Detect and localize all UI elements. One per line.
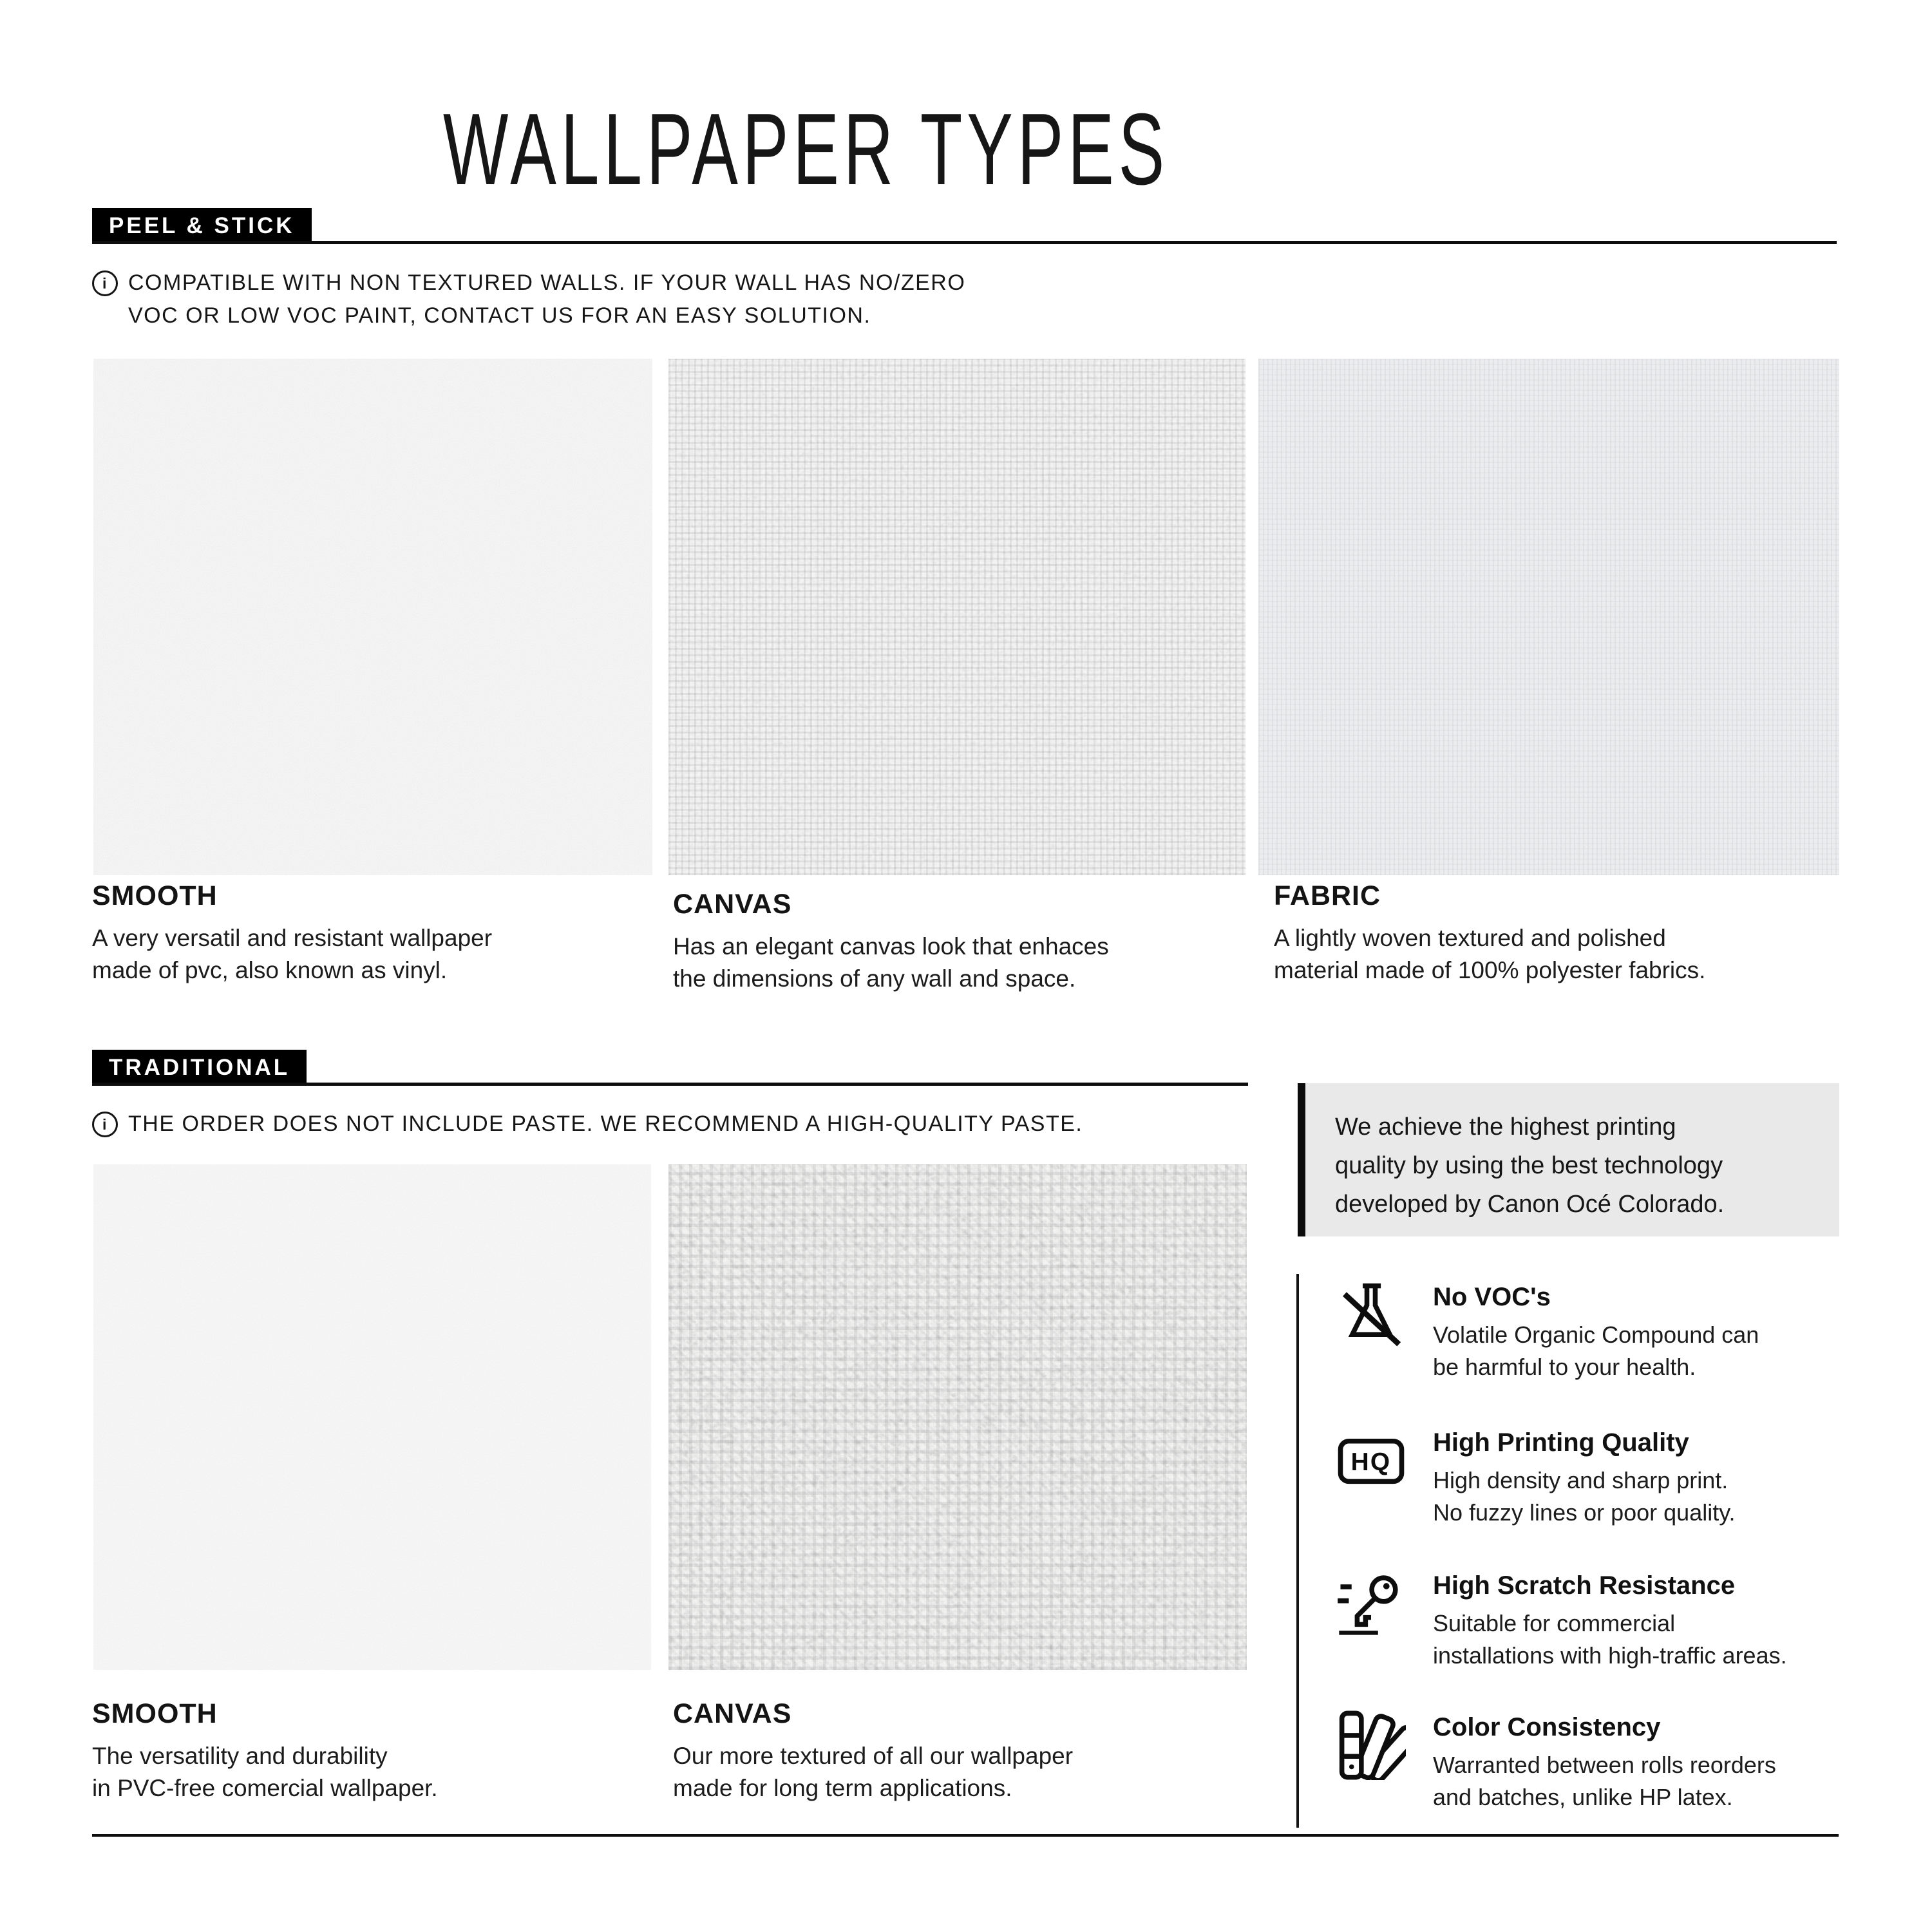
- caption-text: A very versatil and resistant wallpaper: [92, 925, 493, 951]
- features-vertical-divider: [1296, 1274, 1299, 1828]
- feature-high-scratch-resistance: [1336, 1569, 1858, 1671]
- feature-high-printing-quality: [1336, 1426, 1858, 1528]
- caption-title: CANVAS: [673, 1698, 792, 1729]
- section-label-peel-stick: PEEL & STICK: [92, 208, 312, 244]
- feature-desc: High density and sharp print.: [1433, 1467, 1728, 1493]
- feature-text: [1433, 1710, 1776, 1813]
- note-line: THE ORDER DOES NOT INCLUDE PASTE. WE RECOMMEND A HIGH-QUALITY PASTE.: [128, 1112, 1083, 1136]
- feature-desc: Volatile Organic Compound can: [1433, 1321, 1759, 1348]
- caption-title: FABRIC: [1274, 880, 1381, 911]
- caption-text: the dimensions of any wall and space.: [673, 965, 1076, 992]
- traditional-note: [92, 1108, 1083, 1141]
- caption-title: SMOOTH: [92, 1698, 218, 1729]
- panel-text: quality by using the best technology: [1335, 1152, 1723, 1179]
- feature-desc: and batches, unlike HP latex.: [1433, 1783, 1733, 1810]
- feature-desc: be harmful to your health.: [1433, 1353, 1696, 1380]
- caption-text: Our more textured of all our wallpaper: [673, 1743, 1074, 1769]
- feature-no-vocs: [1336, 1280, 1858, 1383]
- canvas-coarse-weave-texture: [668, 1164, 1247, 1670]
- feature-desc: Suitable for commercial: [1433, 1610, 1676, 1636]
- feature-title: High Printing Quality: [1433, 1428, 1689, 1457]
- caption-canvas-peel-stick: [673, 889, 1265, 996]
- feature-color-consistency: [1336, 1710, 1858, 1813]
- feature-title: High Scratch Resistance: [1433, 1571, 1736, 1600]
- traditional-note-text: [128, 1108, 1083, 1141]
- feature-desc: installations with high-traffic areas.: [1433, 1642, 1787, 1669]
- page-title: WALLPAPER TYPES: [443, 93, 1170, 206]
- panel-text: developed by Canon Océ Colorado.: [1335, 1191, 1725, 1218]
- caption-canvas-traditional: [673, 1699, 1265, 1805]
- caption-title: CANVAS: [673, 889, 792, 920]
- swatch-image-smooth-peel-stick: [93, 359, 652, 875]
- caption-text: material made of 100% polyester fabrics.: [1274, 957, 1706, 984]
- key-scratch-icon: [1336, 1569, 1406, 1638]
- hq-badge-icon: [1336, 1426, 1406, 1495]
- fabric-weave-texture: [1258, 359, 1839, 875]
- peel-stick-note-text: [128, 267, 965, 332]
- section-divider-peel-stick: [92, 241, 1837, 244]
- feature-text: [1433, 1569, 1787, 1671]
- swatch-image-canvas-traditional: [668, 1164, 1247, 1670]
- feature-desc: No fuzzy lines or poor quality.: [1433, 1499, 1736, 1526]
- feature-title: No VOC's: [1433, 1283, 1551, 1311]
- color-swatches-icon: [1336, 1710, 1406, 1780]
- feature-text: [1433, 1280, 1759, 1383]
- canvas-weave-texture: [668, 359, 1245, 875]
- bottom-divider: [92, 1834, 1839, 1837]
- caption-text: The versatility and durability: [92, 1743, 388, 1769]
- caption-text: A lightly woven textured and polished: [1274, 925, 1666, 951]
- peel-stick-note: [92, 267, 965, 332]
- hq-badge-text: HQ: [1350, 1448, 1392, 1477]
- caption-fabric-peel-stick: [1274, 881, 1866, 987]
- swatch-image-smooth-traditional: [93, 1164, 651, 1670]
- section-label-traditional: TRADITIONAL: [92, 1050, 307, 1086]
- printing-quality-panel: [1298, 1083, 1839, 1236]
- caption-text: made of pvc, also known as vinyl.: [92, 957, 448, 984]
- caption-text: Has an elegant canvas look that enhaces: [673, 933, 1109, 960]
- swatch-image-fabric-peel-stick: [1258, 359, 1839, 875]
- feature-text: [1433, 1426, 1736, 1528]
- caption-smooth-traditional: [92, 1699, 685, 1805]
- caption-smooth-peel-stick: [92, 881, 685, 987]
- caption-text: made for long term applications.: [673, 1775, 1012, 1802]
- note-line: COMPATIBLE WITH NON TEXTURED WALLS. IF YOUR WALL HAS NO/ZERO: [128, 270, 966, 295]
- feature-desc: Warranted between rolls reorders: [1433, 1752, 1776, 1778]
- section-divider-traditional: [92, 1083, 1248, 1086]
- caption-text: in PVC-free comercial wallpaper.: [92, 1775, 438, 1802]
- swatch-image-canvas-peel-stick: [668, 359, 1245, 875]
- caption-title: SMOOTH: [92, 880, 218, 911]
- no-voc-flask-icon: [1336, 1280, 1406, 1350]
- info-icon: i: [92, 1112, 118, 1137]
- info-icon: i: [92, 270, 118, 296]
- note-line: VOC OR LOW VOC PAINT, CONTACT US FOR AN EASY SOLUTION.: [128, 303, 871, 328]
- feature-title: Color Consistency: [1433, 1713, 1661, 1741]
- panel-text: We achieve the highest printing: [1335, 1113, 1676, 1141]
